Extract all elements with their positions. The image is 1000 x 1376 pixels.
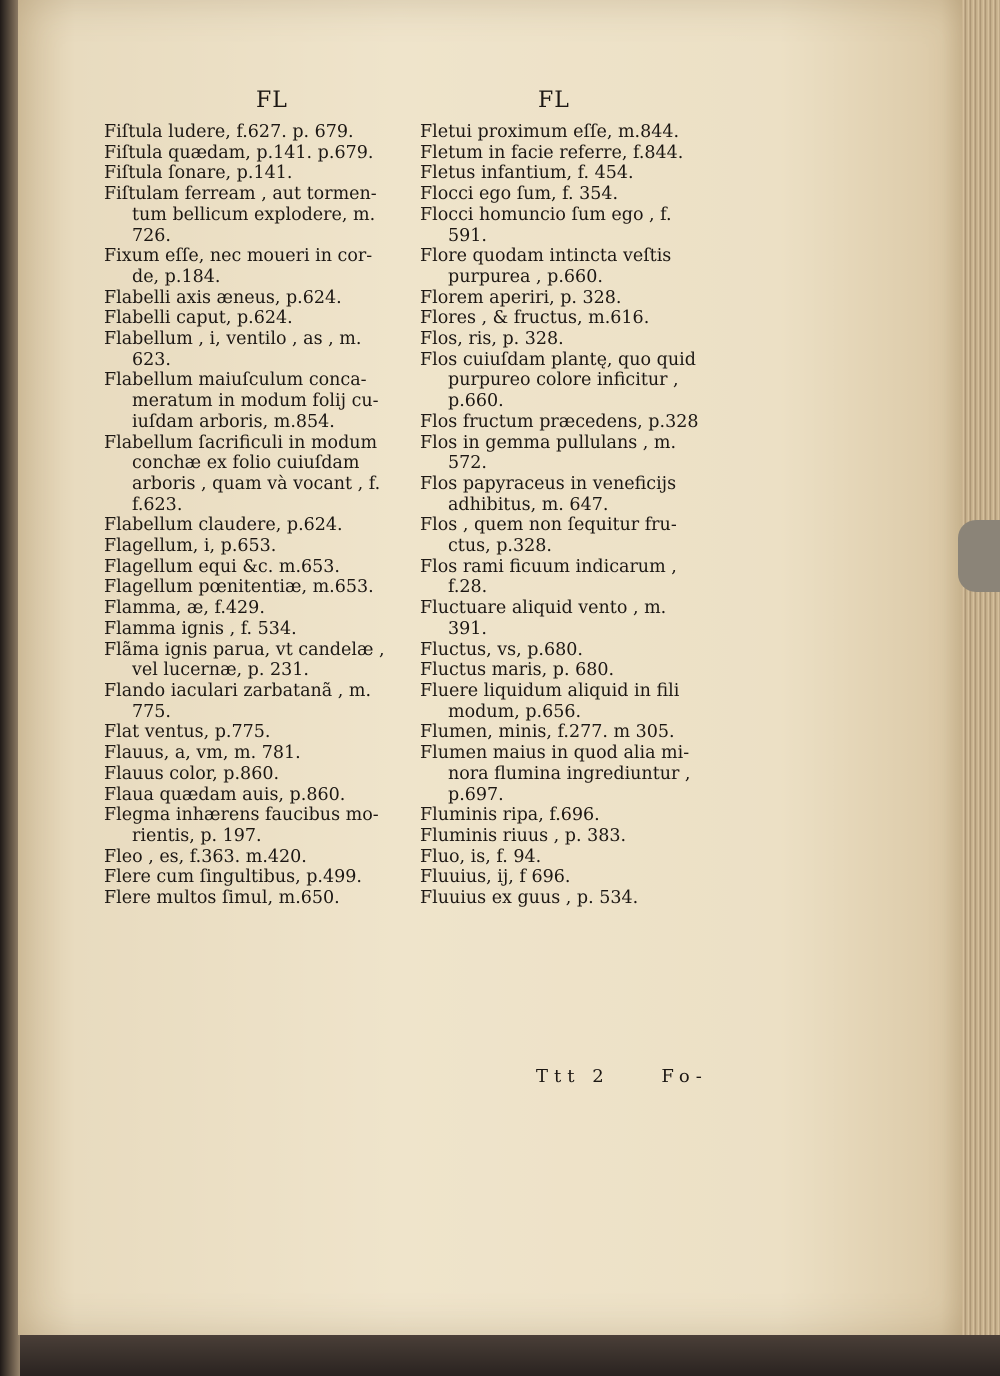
index-line: Flaua quædam auis, p.860. — [104, 784, 346, 805]
page-edges — [962, 0, 1000, 1340]
index-line: 591. — [448, 225, 487, 246]
left-column-header: FL — [256, 88, 288, 113]
index-line: nora flumina ingrediuntur , — [448, 763, 691, 784]
index-line: 391. — [448, 618, 487, 639]
index-line: Flat ventus, p.775. — [104, 722, 271, 743]
index-line: Flabelli axis æneus, p.624. — [104, 287, 342, 308]
index-line: Florem aperiri, p. 328. — [420, 287, 622, 308]
index-line: de, p.184. — [132, 266, 221, 287]
index-line: Flere multos ſimul, m.650. — [104, 888, 340, 909]
index-line: Fluere liquidum aliquid in fili — [420, 680, 680, 701]
index-line: Flumen maius in quod alia mi- — [420, 743, 690, 764]
index-line: Fluctuare aliquid vento , m. — [420, 598, 667, 619]
index-line: Fixum eſſe, nec moueri in cor- — [104, 246, 373, 267]
index-line: Fletus infantium, f. 454. — [420, 163, 634, 184]
index-line: Fletum in facie referre, f.844. — [420, 142, 684, 163]
index-line: Fluminis ripa, f.696. — [420, 805, 600, 826]
index-line: f.28. — [448, 577, 488, 598]
index-line: Fiſtula ludere, f.627. p. 679. — [104, 122, 354, 142]
index-line: Flos cuiuſdam plantę, quo quid — [420, 349, 696, 370]
index-line: Fluo, is, f. 94. — [420, 846, 542, 867]
index-line: Flos rami ficuum indicarum , — [420, 556, 677, 577]
index-line: Flos in gemma pullulans , m. — [420, 432, 677, 453]
index-line: ctus, p.328. — [448, 536, 552, 557]
index-line: Flabellum ſacrificuli in modum — [104, 432, 378, 453]
index-line: Flocci ego ſum, f. 354. — [420, 184, 619, 205]
index-line: Fluuius ex guus , p. 534. — [420, 888, 639, 909]
index-line: Flabelli caput, p.624. — [104, 308, 293, 329]
index-line: purpurea , p.660. — [448, 266, 603, 287]
index-line: modum, p.656. — [448, 701, 582, 722]
index-line: Flagellum, i, p.653. — [104, 536, 277, 557]
index-line: 623. — [132, 349, 171, 370]
index-line: tum bellicum explodere, m. — [132, 204, 376, 225]
index-line: p.697. — [448, 784, 504, 805]
page-footer — [536, 1066, 708, 1087]
index-line: iuſdam arboris, m.854. — [132, 411, 335, 432]
index-line: Flocci homuncio ſum ego , f. — [420, 204, 672, 225]
index-line: Flos, ris, p. 328. — [420, 329, 564, 350]
index-line: Flauus color, p.860. — [104, 763, 280, 784]
index-line: vel lucernæ, p. 231. — [132, 660, 309, 681]
index-line: Flos , quem non ſequitur fru- — [420, 515, 677, 536]
index-line: Flore quodam intincta veſtis — [420, 246, 672, 267]
index-line: Fiſtula ſonare, p.141. — [104, 163, 293, 184]
catchword: Fo- — [661, 1066, 708, 1087]
index-line: meratum in modum folij cu- — [132, 391, 379, 412]
index-line: Fluctus maris, p. 680. — [420, 660, 615, 681]
right-index-column — [420, 122, 750, 909]
page-clip — [958, 520, 1000, 592]
index-line: Fletui proximum eſſe, m.844. — [420, 122, 680, 142]
index-line: Fiſtula quædam, p.141. p.679. — [104, 142, 374, 163]
index-line: arboris , quam và vocant , f. — [132, 473, 381, 494]
index-line: 775. — [132, 701, 171, 722]
index-line: Fiſtulam ferream , aut tormen- — [104, 184, 377, 205]
index-line: adhibitus, m. 647. — [448, 494, 609, 515]
index-line: Flabellum , i, ventilo , as , m. — [104, 329, 362, 350]
index-line: Flagellum equi &c. m.653. — [104, 556, 340, 577]
left-index-column — [104, 122, 414, 909]
index-line: Fluminis riuus , p. 383. — [420, 825, 627, 846]
index-line: 726. — [132, 225, 171, 246]
index-line: Flere cum ſingultibus, p.499. — [104, 867, 362, 888]
index-line: Flagellum pœnitentiæ, m.653. — [104, 577, 374, 598]
index-line: Flos fructum præcedens, p.328 — [420, 411, 699, 432]
index-line: Flumen, minis, f.277. m 305. — [420, 722, 675, 743]
right-column-header: FL — [538, 88, 570, 113]
index-line: Fleo , es, f.363. m.420. — [104, 846, 307, 867]
index-line: rientis, p. 197. — [132, 825, 262, 846]
index-line: Flauus, a, vm, m. 781. — [104, 743, 301, 764]
index-line: Fluuius, ij, f 696. — [420, 867, 571, 888]
index-line: f.623. — [132, 494, 183, 515]
index-line: Flos papyraceus in veneficijs — [420, 473, 677, 494]
index-line: Flabellum maiuſculum conca- — [104, 370, 367, 391]
index-line: Flegma inhærens faucibus mo- — [104, 805, 379, 826]
index-line: Flãma ignis parua, vt candelæ , — [104, 639, 385, 660]
index-line: Flando iaculari zarbatanã , m. — [104, 680, 372, 701]
signature-mark: Ttt 2 — [536, 1066, 610, 1087]
bottom-shadow — [20, 1335, 1000, 1376]
index-line: Flores , & fructus, m.616. — [420, 308, 650, 329]
index-line: Flabellum claudere, p.624. — [104, 515, 343, 536]
index-line: conchæ ex folio cuiuſdam — [132, 453, 360, 474]
index-line: Flamma, æ, f.429. — [104, 598, 265, 619]
index-line: 572. — [448, 453, 487, 474]
index-line: purpureo colore inficitur , — [448, 370, 679, 391]
index-line: Flamma ignis , f. 534. — [104, 618, 297, 639]
index-line: p.660. — [448, 391, 504, 412]
index-line: Fluctus, vs, p.680. — [420, 639, 583, 660]
